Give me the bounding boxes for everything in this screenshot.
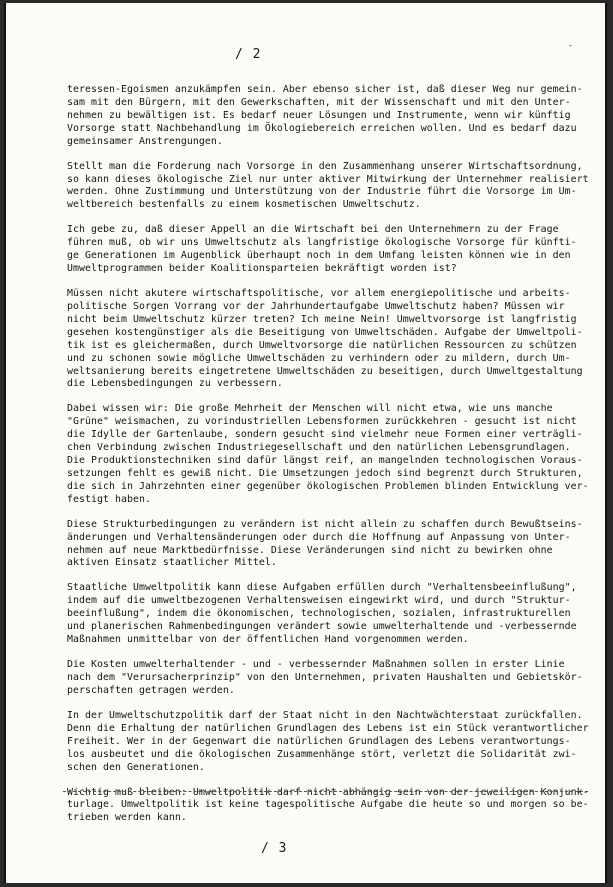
text-line: so kann dieses ökologische Ziel nur unter aktiver Mitwirkung der Unternehmer realisiert	[67, 173, 589, 185]
document-body	[67, 84, 587, 837]
text-line: weltsanierung bereits eingetretene Umweltschäden zu beseitigen, durch Umweltgestaltung	[67, 365, 583, 377]
paragraph	[67, 659, 587, 698]
page-number: / 2	[235, 47, 262, 62]
paragraph	[67, 224, 587, 276]
paragraph	[67, 710, 587, 775]
document-page	[4, 3, 607, 883]
text-line: sam mit den Bürgern, mit den Gewerkschaften, mit der Wissenschaft und mit den Unter-	[67, 96, 571, 108]
text-line: trieben werden kann.	[67, 812, 187, 824]
text-line: gemeinsamer Anstrengungen.	[67, 135, 223, 147]
text-line: ge Generationen im Augenblick überhaupt noch in dem Umfang leisten können wie in den	[67, 250, 571, 262]
paragraph	[67, 288, 587, 391]
paragraph	[67, 403, 587, 506]
text-line: die sich in Jahrzehnten einer gegenüber ökologischen Problemen blinden Entwicklung ver-	[67, 480, 589, 492]
text-line: die Idylle der Gartenlaube, sondern gesucht sind vielmehr neue Formen einer verträgli-	[67, 429, 583, 441]
text-line: weltbereich bestenfalls zu einem kosmetischen Umweltschutz.	[67, 199, 421, 211]
paragraph	[67, 582, 587, 647]
text-line: änderungen und Verhaltensänderungen oder durch die Hoffnung auf Anpassung von Unter-	[67, 531, 571, 543]
text-line: setzungen fehlt es gewiß nicht. Die Umsetzungen jedoch sind begrenzt durch Strukturen,	[67, 467, 583, 479]
text-line: Wichtig muß bleiben: Umweltpolitik darf nicht abhängig sein von der jeweiligen Konjunk-	[67, 786, 589, 798]
text-line: Die Produktionstechniken sind dafür längst reif, an mangelnden technologischen Voraus-	[67, 455, 583, 467]
text-line: perschaften getragen werden.	[67, 684, 235, 696]
text-line: Diese Strukturbedingungen zu verändern ist nicht allein zu schaffen durch Bewußtseins-	[67, 518, 583, 530]
paragraph	[67, 787, 587, 826]
corner-mark: -	[567, 41, 573, 51]
text-line: In der Umweltschutzpolitik darf der Staat nicht in den Nachtwächterstaat zurückfallen.	[67, 709, 583, 721]
paragraph	[67, 84, 587, 149]
text-line: nehmen zu bewältigen ist. Es bedarf neuer Lösungen und Instrumente, wenn wir künftig	[67, 109, 571, 121]
text-line: Staatliche Umweltpolitik kann diese Aufgaben erfüllen durch "Verhaltensbeeinflußung",	[67, 582, 577, 594]
paragraph	[67, 519, 587, 571]
text-line: schen den Generationen.	[67, 761, 205, 773]
text-line: "Grüne" weismachen, zu vorindustriellen Lebensformen zurückkehren - gesucht ist nicht	[67, 416, 577, 428]
text-line: Müssen nicht akutere wirtschaftspolitische, vor allem energiepolitische und arbeits-	[67, 288, 571, 300]
text-line: tik ist es gleichermaßen, durch Umweltvorsorge die natürlichen Ressourcen zu schützen	[67, 339, 577, 351]
text-line: teressen-Egoismen anzukämpfen sein. Aber ebenso sicher ist, daß dieser Weg nur gemein-	[67, 84, 583, 95]
text-line: beeinflußung", indem die ökonomischen, technologischen, sozialen, infrastrukturellen	[67, 608, 571, 620]
text-line: Umweltprogrammen beider Koalitionsparteien bekräftigt worden ist?	[67, 263, 457, 275]
text-line: gesehen kostengünstiger als die Beseitigung von Umweltschäden. Aufgabe der Umweltpoli-	[67, 326, 583, 338]
text-line: Maßnahmen unmittelbar von der öffentlichen Hand vorgenommen werden.	[67, 634, 469, 646]
text-line: Ich gebe zu, daß dieser Appell an die Wirtschaft bei den Unternehmern zu der Frage	[67, 224, 559, 236]
text-line: Die Kosten umwelterhaltender - und - verbessernder Maßnahmen sollen in erster Linie	[67, 659, 565, 671]
text-line: die Lebensbedingungen zu verbessern.	[67, 378, 283, 390]
text-line: Stellt man die Forderung nach Vorsorge in den Zusammenhang unserer Wirtschaftsordnung,	[67, 160, 583, 172]
text-line: Denn die Erhaltung der natürlichen Grundlagen des Lebens ist ein Stück verantwortlicher	[67, 722, 589, 734]
text-line: indem auf die umweltbezogenen Verhaltensweisen eingewirkt wird, und durch "Struktur-	[67, 595, 571, 607]
text-line: Dabei wissen wir: Die große Mehrheit der Menschen will nicht etwa, wie uns manche	[67, 403, 553, 415]
text-line: los ausbeutet und die ökologischen Zusammenhänge stört, verletzt die Solidarität zwi-	[67, 748, 577, 760]
next-page-number: / 3	[261, 841, 288, 856]
text-line: nicht beim Umweltschutz kürzer treten? Ich meine Nein! Umweltvorsorge ist langfristig	[67, 313, 577, 325]
text-line: nach dem "Verursacherprinzip" von den Unternehmen, privaten Haushalten und Gebietskör-	[67, 672, 583, 683]
text-line: nehmen auf neue Marktbedürfnisse. Diese Veränderungen sind nicht zu bewirken ohne	[67, 544, 553, 556]
text-line: werden. Ohne Zustimmung und Unterstützung von der Industrie führt die Vorsorge im Um-	[67, 186, 577, 198]
text-line: Vorsorge statt Nachbehandlung im Ökologiebereich erreichen wollen. Und es bedarf dazu	[67, 122, 577, 134]
text-line: chen Verbindung zwischen Industriegesellschaft und den natürlichen Lebensgrundlagen.	[67, 442, 571, 454]
separator-line	[63, 791, 588, 792]
text-line: festigt haben.	[67, 493, 151, 505]
text-line: und zu schonen sowie mögliche Umweltschäden zu verhindern oder zu mildern, durch Um-	[67, 352, 571, 364]
text-line: Freiheit. Wer in der Gegenwart die natürlichen Grundlagen des Lebens verantwortungs-	[67, 735, 571, 747]
text-line: und planerischen Rahmenbedingungen verändert sowie umwelterhaltende und -verbessernde	[67, 621, 577, 633]
text-line: aktiven Einsatz staatlicher Mittel.	[67, 557, 277, 569]
paragraph	[67, 161, 587, 213]
text-line: turlage. Umweltpolitik ist keine tagespolitische Aufgabe die heute so und morgen so be-	[67, 799, 589, 811]
text-line: politische Sorgen Vorrang vor der Jahrhundertaufgabe Umweltschutz haben? Müssen wir	[67, 300, 565, 312]
text-line: führen muß, ob wir uns Umweltschutz als langfristige ökologische Vorsorge für künfti-	[67, 237, 577, 249]
